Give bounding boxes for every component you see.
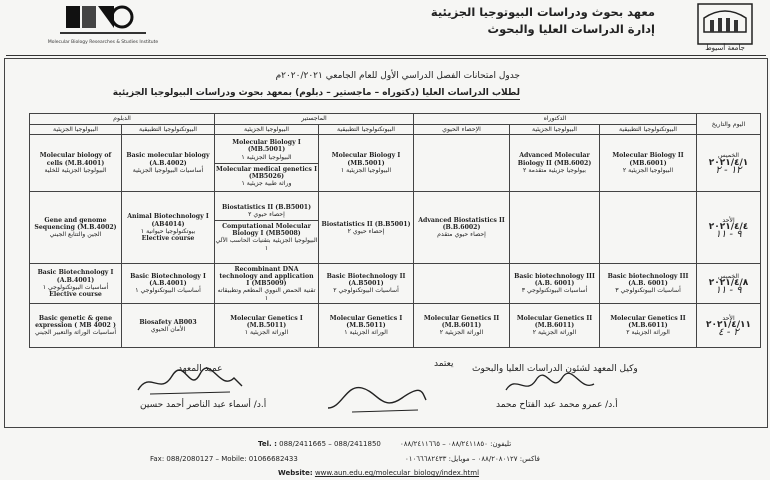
- cell-ms-molecular: Molecular Biology I (MB.5001) البيولوجيا الجزيئية ١ Molecular medical genetics I (MB5026) وراثة طبية جزيئية ١: [215, 135, 319, 192]
- cell-dip-applied: Animal Biotechnology I (AB4014) بيوتكنولوجيا حيوانية ١ Elective course: [122, 192, 215, 264]
- cell-phd-stats: Advanced Biostatistics II (B.B.6002) إحصاء حيوي متقدم: [414, 192, 510, 264]
- group-masters: الماجستير: [215, 114, 414, 125]
- footer-fax-ar: فاكس: ٠٨٨/٢٠٨٠١٢٧ – موبايل: ٠١٠٦٦٦٨٢٤٣٣: [405, 455, 540, 463]
- approval-note: يعتمد: [434, 359, 454, 369]
- cell-dip-applied: Biosafety AB003 الأمان الحيوي: [122, 304, 215, 348]
- cell-day-date: الخميس ٢٠٢١/٤/١ ١٢ - ٢: [697, 135, 761, 192]
- institute-line-2: إدارة الدراسات العليا والبحوث: [487, 22, 655, 36]
- cell-dip-molecular: Gene and genome Sequencing (M.B.4002) الجين والتتابع الجيني: [30, 192, 122, 264]
- website-link[interactable]: www.aun.edu.eg/molecular_biology/index.html: [314, 469, 480, 477]
- cell-phd-molecular: Molecular Genetics II (M.B.6011) الوراثة الجزيئية ٢: [510, 304, 600, 348]
- cell-phd-molecular: Advanced Molecular Biology II (MB.6002) بيولوجيا جزيئية متقدمة ٢: [510, 135, 600, 192]
- cell-ms-molecular: Molecular Genetics I (M.B.5011) الوراثة الجزيئية ١: [215, 304, 319, 348]
- university-logo: [694, 2, 756, 52]
- dean-signature: [130, 366, 250, 400]
- sub-ms-applied: البيوتكنولوجيا التطبيقية: [319, 125, 414, 135]
- subheader-row: [30, 125, 761, 135]
- footer-telephone-ar: تليفون: ٠٨٨/٢٤١١٨٥٠ – ٠٨٨/٢٤١١٦٦٥: [400, 440, 512, 448]
- center-signature: [322, 378, 432, 418]
- footer-fax: Fax: 088/2080127 – Mobile: 01066682433: [150, 455, 298, 463]
- header-divider: [6, 55, 766, 56]
- cell-day-date: الأحد ٢٠٢١/٤/١١ ٢ - ٤: [697, 304, 761, 348]
- cell-dip-molecular: Molecular biology of cells (M.B.4001) البيولوجيا الجزيئية للخلية: [30, 135, 122, 192]
- schedule-subtitle: لطلاب الدراسات العليا (دكتوراه – ماجستير – دبلوم) بمعهد بحوث ودراسات البيولوجيا الجزيئية: [112, 88, 520, 98]
- cell-dip-applied: Basic Biotechnology I (A.B.4001) أساسيات البيوتكنولوجي ١: [122, 264, 215, 304]
- sub-ms-molecular: البيولوجيا الجزيئية: [215, 125, 319, 135]
- cell-dip-molecular: Basic genetic & gene expression ( MB 4002 ) أساسيات الوراثة والتعبير الجيني: [30, 304, 122, 348]
- cell-phd-molecular: Basic biotechnology III (A.B. 6001) أساسيات البيوتكنولوجي ٣: [510, 264, 600, 304]
- cell-dip-applied: Basic molecular biology (A.B.4002) أساسيات البيولوجيا الجزيئية: [122, 135, 215, 192]
- sub-phd-molecular: البيولوجيا الجزيئية: [510, 125, 600, 135]
- university-name: جامعة أسيوط: [705, 44, 745, 52]
- sub-dip-applied: البيوتكنولوجيا التطبيقية: [122, 125, 215, 135]
- cell-ms-applied: Molecular Genetics I (M.B.5011) الوراثة الجزيئية ١: [319, 304, 414, 348]
- cell-phd-stats: Molecular Genetics II (M.B.6011) الوراثة الجزيئية ٢: [414, 304, 510, 348]
- vice-dean-title: وكيل المعهد لشئون الدراسات العليا والبحوث: [472, 364, 638, 374]
- institute-name: [395, 4, 655, 38]
- table-row: [30, 304, 761, 348]
- group-phd: الدكتوراه: [414, 114, 697, 125]
- cell-day-date: الخميس ٢٠٢١/٤/٨ ٩ - ١١: [697, 264, 761, 304]
- cell-day-date: الأحد ٢٠٢١/٤/٤ ٩ - ١١: [697, 192, 761, 264]
- cell-phd-stats: [414, 135, 510, 192]
- table-row: [30, 264, 761, 304]
- footer-website: Website: www.aun.edu.eg/molecular_biology/index.html: [278, 469, 480, 477]
- vice-dean-signature: [500, 370, 600, 400]
- institute-line-1: معهد بحوث ودراسات البيوتوجيا الجزيئية: [430, 5, 655, 19]
- dean-name: أ.د/ أسماء عبد الناصر أحمد حسين: [140, 400, 267, 410]
- schedule-title: جدول امتحانات الفصل الدراسي الأول للعام الجامعي ٢٠٢٠/٢٠٢١م: [275, 71, 520, 81]
- group-diploma: الدبلوم: [30, 114, 215, 125]
- dean-title: عميد المعهد: [178, 364, 223, 374]
- cell-ms-applied: Molecular Biology I (MB.5001) البيولوجيا الجزيئية ١: [319, 135, 414, 192]
- vice-dean-name: أ.د/ عمرو محمد عبد الفتاح محمد: [496, 400, 618, 410]
- cell-phd-applied: Basic biotechnology III (A.B. 6001) أساسيات البيوتكنولوجي ٣: [600, 264, 697, 304]
- table-row: [30, 135, 761, 192]
- sub-dip-molecular: البيولوجيا الجزيئية: [30, 125, 122, 135]
- cell-phd-applied: Molecular Biology II (MB.6001) البيولوجيا الجزيئية ٢: [600, 135, 697, 192]
- table-row: [30, 192, 761, 264]
- cell-dip-molecular: Basic Biotechnology I (A.B.4001) أساسيات البيوتكنولوجي ١ Elective course: [30, 264, 122, 304]
- cell-ms-applied: Biostatistics II (B.B5001) إحصاء حيوي ٢: [319, 192, 414, 264]
- subtitle-underline: [190, 99, 520, 100]
- exam-schedule-table: [29, 113, 761, 348]
- letterhead: [0, 0, 770, 60]
- cell-ms-applied: Basic Biotechnology II (A.B5001) أساسيات البيوتكنولوجي ٢: [319, 264, 414, 304]
- institute-logo: [47, 2, 159, 50]
- logo-caption: Molecular Biology Researches & Studies Institute: [47, 40, 159, 45]
- sub-phd-applied: البيوتكنولوجيا التطبيقية: [600, 125, 697, 135]
- day-date-header: اليوم والتاريخ: [697, 114, 761, 135]
- cell-phd-molecular: [510, 192, 600, 264]
- cell-phd-stats: [414, 264, 510, 304]
- group-header-row: [30, 114, 761, 125]
- cell-phd-applied: Molecular Genetics II (M.B.6011) الوراثة الجزيئية ٢: [600, 304, 697, 348]
- cell-ms-molecular: Recombinant DNA technology and application I (MB5009) تقنية الحمض النووي المطعم وتطبيقاته ١: [215, 264, 319, 304]
- sub-phd-stats: الإحصاء الحيوي: [414, 125, 510, 135]
- cell-phd-applied: [600, 192, 697, 264]
- cell-ms-molecular: Biostatistics II (B.B5001) إحصاء حيوي ٢ Computational Molecular Biology I (MB5008) البيولوجيا الجزيئية بتقنيات الحاسب الآلي ١: [215, 192, 319, 264]
- footer-telephone: Tel. : 088/2411665 – 088/2411850: [258, 440, 381, 448]
